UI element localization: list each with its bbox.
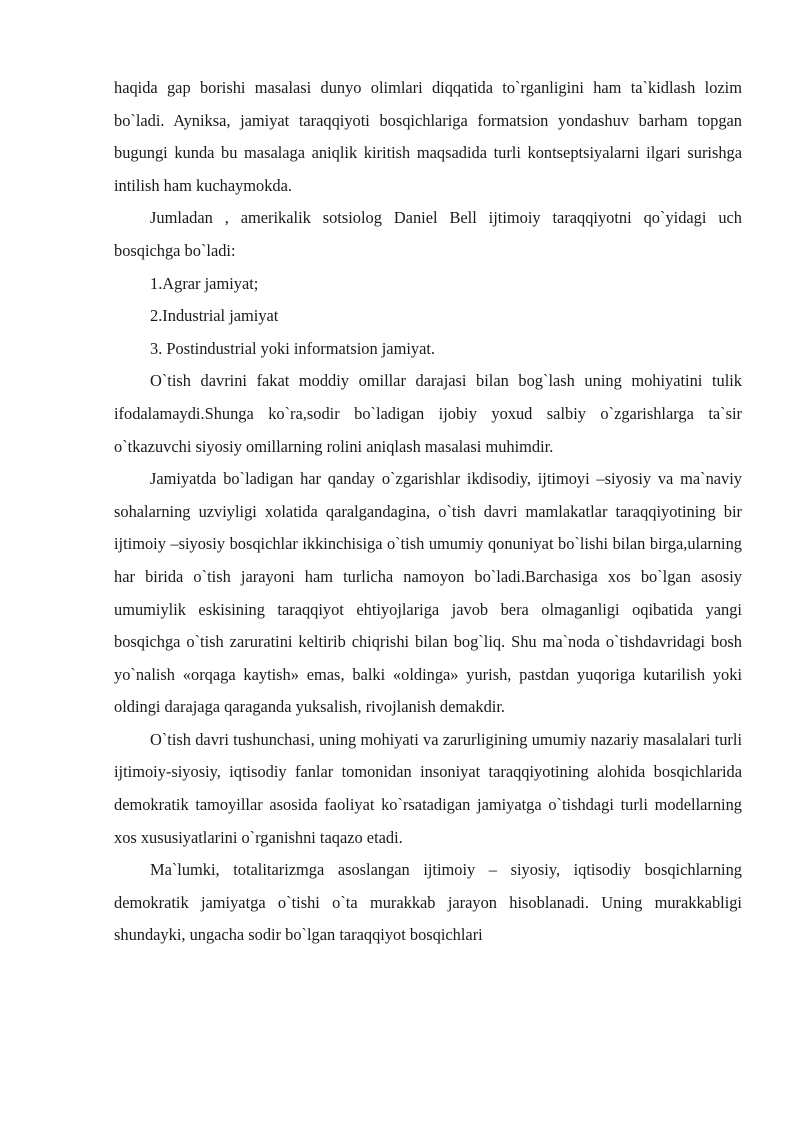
- list-item-agrarian: 1.Agrar jamiyat;: [150, 273, 259, 293]
- paragraph-transition-concept: O`tish davri tushunchasi, uning mohiyati va zarurligining umumiy nazariy masalalari turli ijtimoiy-siyosiy, iqtisodiy fanlar tomonidan insoniyat taraqqiyotining alohida bosqichlarida demokratik tamoyillar asosida faoliyat ko`rsatadigan jamiyatga o`tishdagi turli modellarning xos xususiyatlarini o`rganishni taqazo etadi.: [114, 729, 742, 847]
- paragraph-bell-stages-intro: Jumladan , amerikalik sotsiolog Daniel Bell ijtimoiy taraqqiyotni qo`yidagi uch bosqichga bo`ladi:: [114, 208, 742, 260]
- document-body: [114, 72, 742, 952]
- paragraph-totalitarianism: Ma`lumki, totalitarizmga asoslangan ijtimoiy – siyosiy, iqtisodiy bosqichlarning demokratik jamiyatga o`tishi o`ta murakkab jarayon hisoblanadi. Uning murakkabligi shundayki, ungacha sodir bo`lgan taraqqiyot bosqichlari: [114, 860, 742, 945]
- paragraph-transition-changes: Jamiyatda bo`ladigan har qanday o`zgarishlar ikdisodiy, ijtimoyi –siyosiy va ma`naviy sohalarning uzviyligi xolatida qaralgandagina, o`tish davri mamlakatlar taraqqiyotining bir ijtimoiy –siyosiy bosqichlar ikkinchisiga o`tish umumiy qonuniyat bo`lishi bilan birga,ularning har birida o`tish jarayoni ham turlicha namoyon bo`ladi.Barchasiga xos bo`lgan asosiy umumiylik eskisining taraqqiyot ehtiyojlariga javob bera olmaganligi oqibatida yangi bosqichga o`tish zaruratini keltirib chiqrishi bilan bog`liq. Shu ma`noda o`tishdavridagi bosh yo`nalish «orqaga kaytish» emas, balki «oldinga» yurish, pastdan yuqoriga kutarilish yoki oldingi darajaga qaraganda yuksalish, rivojlanish demakdir.: [114, 469, 742, 717]
- list-item-postindustrial: 3. Postindustrial yoki informatsion jamiyat.: [150, 338, 435, 358]
- paragraph-political-factors: O`tish davrini fakat moddiy omillar darajasi bilan bog`lash uning mohiyatini tulik ifodalamaydi.Shunga ko`ra,sodir bo`ladigan ijobiy yoxud salbiy o`zgarishlarga ta`sir o`tkazuvchi siyosiy omillarning rolini aniqlash masalasi muhimdir.: [114, 371, 742, 456]
- list-item-industrial: 2.Industrial jamiyat: [150, 306, 279, 326]
- paragraph-continued: haqida gap borishi masalasi dunyo olimlari diqqatida to`rganligini ham ta`kidlash lozim bo`ladi. Ayniksa, jamiyat taraqqiyoti bosqichlariga formatsion yondashuv barham topgan bugungi kunda bu masalaga aniqlik kiritish maqsadida turli kontseptsiyalarni ilgari surishga intilish ham kuchaymokda.: [114, 78, 742, 195]
